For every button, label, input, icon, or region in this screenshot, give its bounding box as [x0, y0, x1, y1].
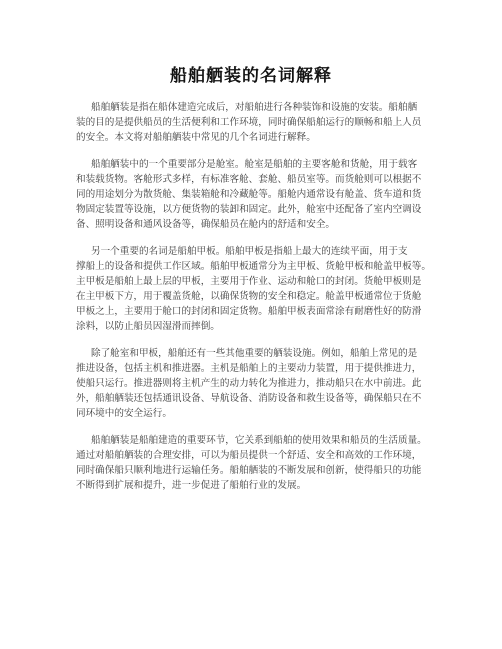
text-line: 除了舱室和甲板，船舶还有一些其他重要的舾装设施。例如，船舶上常见的是: [91, 348, 418, 359]
paragraph: [76, 346, 428, 421]
text-line: 装的目的是提供船员的生活便利和工作环境，同时确保船舶运行的顺畅和船上人员: [76, 117, 422, 128]
text-line: 船舶舾装是指在船体建造完成后，对船舶进行各种装饰和设施的安装。船舶舾: [91, 102, 418, 113]
text-line: 船舶舾装中的一个重要部分是舱室。舱室是船舶的主要客舱和货舱，用于载客: [91, 159, 418, 170]
document-title: 船舶舾装的名词解释: [170, 66, 332, 86]
text-line: 通过对船舶舾装的合理安排，可以为船员提供一个舒适、安全和高效的工作环境，: [76, 450, 422, 461]
text-line: 甲板之上，主要用于舱口的封闭和固定货物。船舶甲板表面常涂有耐磨性好的防滑: [76, 306, 422, 317]
text-line: 备、照明设备和通风设备等，确保船员在舱内的舒适和安全。: [76, 219, 336, 230]
text-line: 涂料，以防止船员因湿滑而摔倒。: [76, 321, 220, 332]
text-line: 撑船上的设备和提供工作区域。船舶甲板通常分为主甲板、货舱甲板和舱盖甲板等。: [76, 261, 431, 272]
paragraph: [76, 244, 431, 334]
text-line: 物固定装置等设施，以方便货物的装卸和固定。此外，舱室中还配备了室内空调设: [76, 204, 422, 215]
text-line: 船舶舾装是船舶建造的重要环节，它关系到船舶的使用效果和船员的生活质量。: [91, 435, 427, 446]
text-line: 另一个重要的名词是船舶甲板。船舶甲板是指船上最大的连续平面，用于支: [91, 246, 408, 257]
text-line: 和装载货物。客舱形式多样，有标准客舱、套舱、船员室等。而货舱则可以根据不: [76, 174, 422, 185]
text-line: 推进设备，包括主机和推进器。主机是船舶上的主要动力装置，用于提供推进力，: [76, 363, 422, 374]
paragraph: [76, 100, 428, 145]
text-line: 外，船舶舾装还包括通讯设备、导航设备、消防设备和救生设备等，确保船只在不: [76, 393, 422, 404]
text-line: 主甲板是船舶上最上层的甲板，主要用于作业、运动和舱口的封闭。货舱甲板则是: [76, 276, 422, 287]
text-line: 在主甲板下方，用于覆盖货舱，以确保货物的安全和稳定。舱盖甲板通常位于货舱: [76, 291, 422, 302]
text-line: 同时确保船只顺利地进行运输任务。船舶舾装的不断发展和创新，使得船只的功能: [76, 465, 422, 476]
text-line: 不断得到扩展和提升，进一步促进了船舶行业的发展。: [76, 480, 307, 491]
text-line: 同环境中的安全运行。: [76, 408, 172, 419]
paragraph: [76, 433, 428, 493]
document-body: [76, 100, 431, 505]
paragraph: [76, 157, 428, 232]
text-line: 同的用途划分为散货舱、集装箱舱和冷藏舱等。船舱内通常设有舱盖、货车道和货: [76, 189, 422, 200]
text-line: 使船只运行。推进器则将主机产生的动力转化为推进力，推动船只在水中前进。此: [76, 378, 422, 389]
text-line: 的安全。本文将对船舶舾装中常见的几个名词进行解释。: [76, 132, 316, 143]
